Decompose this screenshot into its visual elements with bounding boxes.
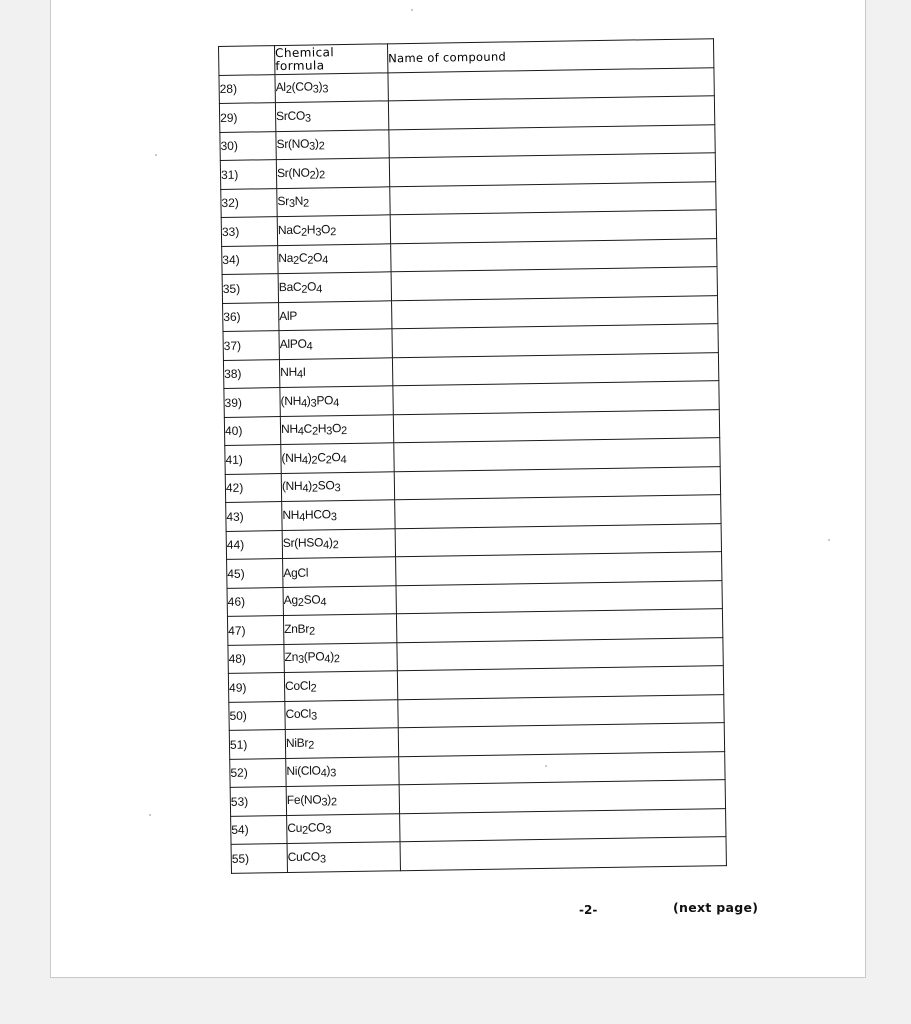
compound-name-answer[interactable] <box>400 837 726 871</box>
row-number: 50) <box>229 701 285 730</box>
chemical-formula: $Sr(NO_2)_2$ <box>276 158 389 188</box>
row-number: 37) <box>223 331 279 360</box>
chemical-formula: $Sr(HSO_4)_2$ <box>282 528 395 558</box>
row-number: 35) <box>222 274 278 303</box>
chemical-formula: AlPO$_4$ <box>279 329 392 359</box>
row-number: 51) <box>229 730 285 759</box>
row-number: 30) <box>220 131 276 160</box>
chemical-formula: $NH_4I$ <box>279 357 392 387</box>
row-number: 34) <box>222 245 278 274</box>
chemical-formula: $Sr_3N_2$ <box>277 186 390 216</box>
row-number: 32) <box>221 188 277 217</box>
document-page <box>50 0 866 978</box>
row-number: 42) <box>225 473 281 502</box>
chemical-formula: $Fe(NO_3)_2$ <box>286 785 399 815</box>
chemical-formula: $Sr(NO_3)_2$ <box>276 129 389 159</box>
row-number: 44) <box>226 530 282 559</box>
chemical-formula: SrCO$_3$ <box>275 101 388 131</box>
header-formula: Chemical formula <box>275 44 388 74</box>
chemical-formula: $Cu_2CO_3$ <box>287 813 400 843</box>
chemical-formula: $Ag_2SO_4$ <box>283 585 396 615</box>
row-number: 39) <box>224 388 280 417</box>
chemical-formula: $Al_2(CO_3)_3$ <box>275 72 388 102</box>
compound-table <box>218 38 727 873</box>
row-number: 43) <box>226 502 282 531</box>
row-number: 48) <box>228 644 284 673</box>
scan-speck <box>411 9 413 11</box>
chemical-formula: $(NH_4)_2SO_3$ <box>281 471 394 501</box>
chemical-formula: $(NH_4)_2C_2O_4$ <box>281 443 394 473</box>
chemical-formula: AgCl <box>283 557 396 587</box>
chemical-formula: $(NH_4)_3PO_4$ <box>280 386 393 416</box>
chemical-formula: NiBr$_2$ <box>285 728 398 758</box>
chemical-formula: CoCl$_3$ <box>285 699 398 729</box>
chemical-formula: $NaC_2H_3O_2$ <box>277 215 390 245</box>
scan-speck <box>828 539 830 541</box>
row-number: 55) <box>231 844 287 873</box>
scan-speck <box>149 814 151 816</box>
page-number: -2- <box>579 903 598 917</box>
chemical-formula: $BaC_2O_4$ <box>278 272 391 302</box>
row-number: 40) <box>224 416 280 445</box>
row-number: 52) <box>230 758 286 787</box>
row-number: 46) <box>227 587 283 616</box>
worksheet <box>218 38 727 873</box>
row-number: 49) <box>228 673 284 702</box>
row-number: 38) <box>223 359 279 388</box>
next-page-label: (next page) <box>673 900 759 915</box>
row-number: 41) <box>225 445 281 474</box>
chemical-formula: $Na_2C_2O_4$ <box>278 243 391 273</box>
scan-speck <box>545 765 547 767</box>
chemical-formula: $NH_4HCO_3$ <box>282 500 395 530</box>
row-number: 31) <box>220 160 276 189</box>
chemical-formula: $Ni(ClO_4)_3$ <box>286 756 399 786</box>
row-number: 45) <box>227 559 283 588</box>
row-number: 47) <box>227 616 283 645</box>
header-number <box>219 46 275 75</box>
header-name: Name of compound <box>387 39 713 73</box>
row-number: 33) <box>221 217 277 246</box>
chemical-formula: $NH_4C_2H_3O_2$ <box>280 414 393 444</box>
row-number: 29) <box>219 103 275 132</box>
row-number: 36) <box>223 302 279 331</box>
row-number: 54) <box>231 815 287 844</box>
row-number: 53) <box>230 787 286 816</box>
row-number: 28) <box>219 74 275 103</box>
chemical-formula: CuCO$_3$ <box>287 842 400 872</box>
scan-speck <box>155 154 157 156</box>
chemical-formula: ZnBr$_2$ <box>283 614 396 644</box>
chemical-formula: AlP <box>279 300 392 330</box>
chemical-formula: CoCl$_2$ <box>284 671 397 701</box>
chemical-formula: $Zn_3(PO_4)_2$ <box>284 642 397 672</box>
